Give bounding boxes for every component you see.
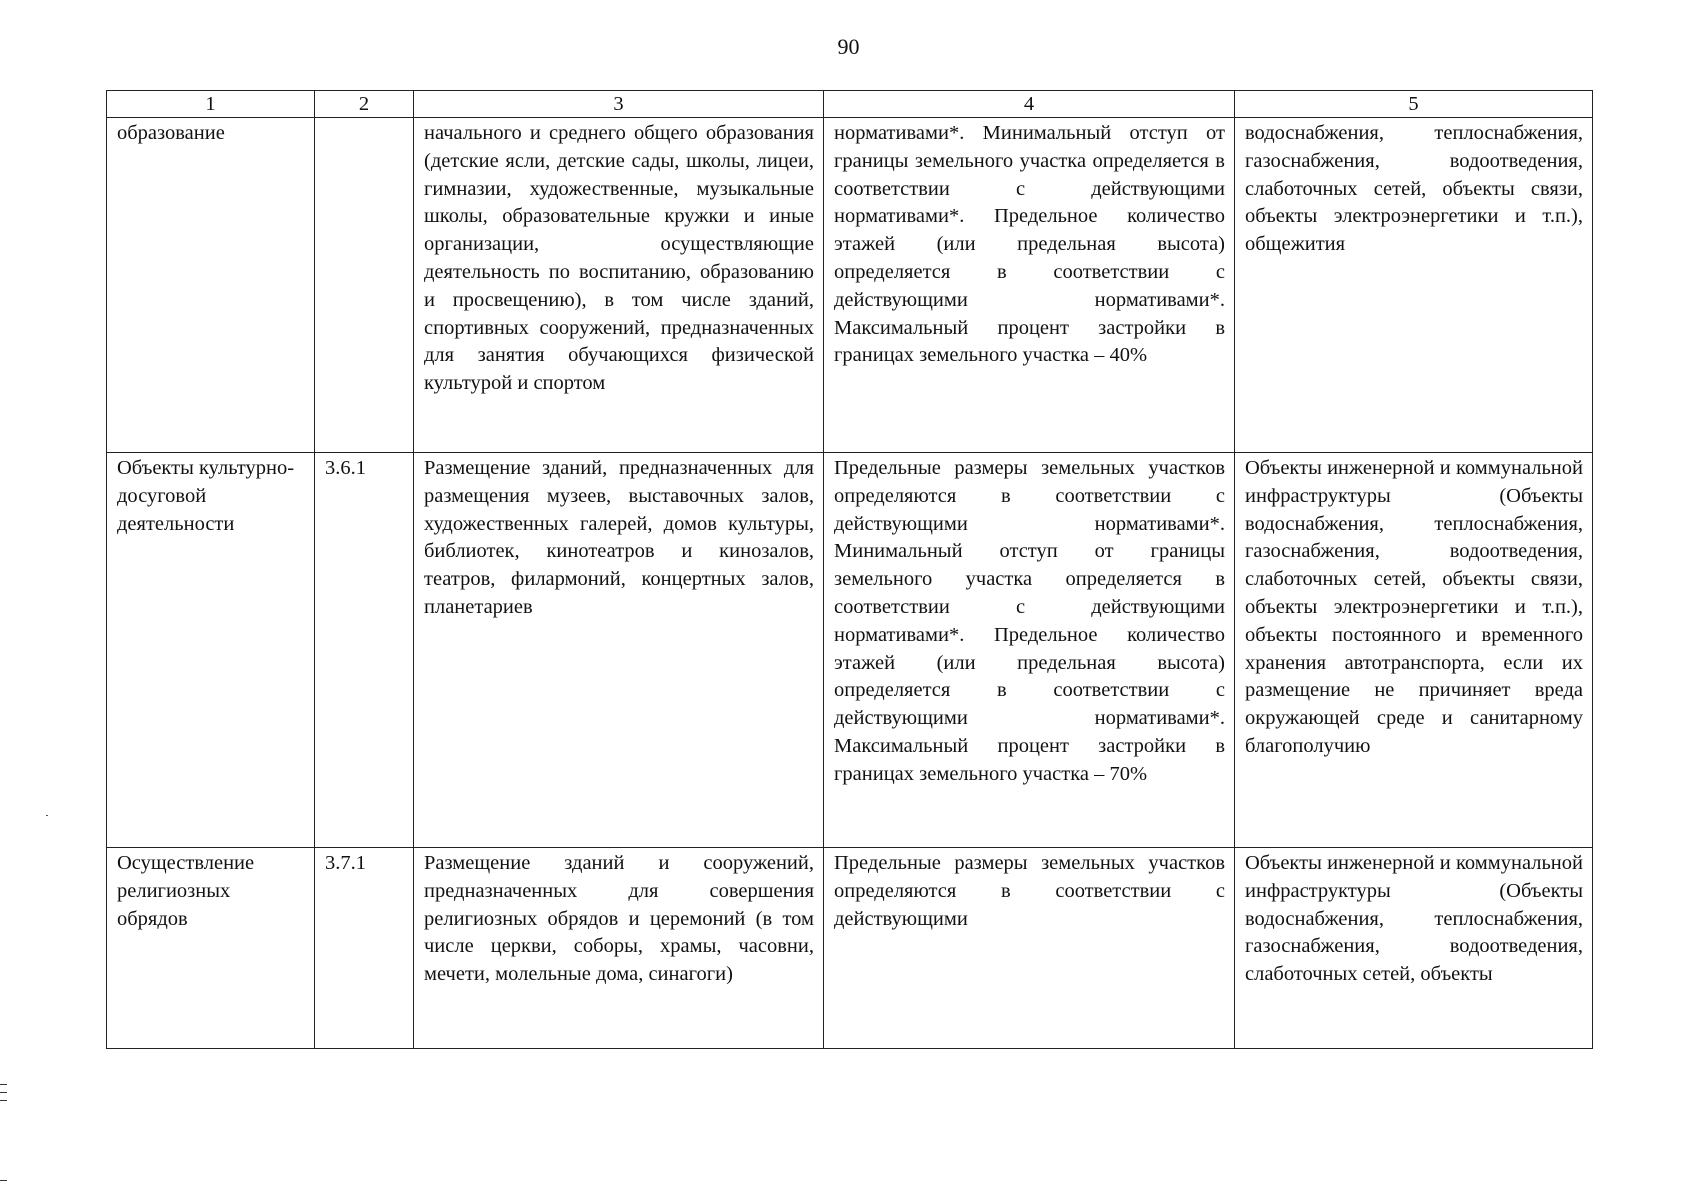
parameters-cell [824, 848, 1235, 1049]
description-cell: Размещение зданий, предназначенных для размещения музеев, выставочных залов, художественных галерей, домов культуры, библиотек, кинотеатров и кинозалов, театров, филармоний, концертных залов, планетариев [414, 453, 824, 848]
code-cell [315, 118, 414, 453]
auxiliary-use-cell [1235, 848, 1593, 1049]
auxiliary-use-cell-text: Объекты инженерной и коммунальной инфраструктуры (Объекты водоснабжения, теплоснабжения, газоснабжения, водоотведения, слаботочных сетей, объекты [1245, 852, 1583, 986]
parameters-cell-text: Предельные размеры земельных участков определяются в соответствии с действующими [834, 852, 1225, 930]
code-cell: 3.6.1 [315, 453, 414, 848]
column-header: 4 [824, 91, 1235, 118]
column-header: 2 [315, 91, 414, 118]
document-table [106, 90, 1593, 1049]
land-use-type-cell: образование [107, 118, 315, 453]
code-cell: 3.7.1 [315, 848, 414, 1049]
land-use-type-cell: Осуществление религиозных обрядов [107, 848, 315, 1049]
table-row [107, 453, 1593, 848]
scan-edge-mark [0, 1084, 7, 1085]
scan-speck [46, 815, 48, 816]
table-row [107, 848, 1593, 1049]
parameters-cell: нормативами*. Минимальный отступ от границы земельного участка определяется в соответствии с действующими нормативами*. Предельное количество этажей (или предельная высота) определяется в соответствии с действующими нормативами*. Максимальный процент застройки в границах земельного участка – 40% [824, 118, 1235, 453]
scan-edge-mark [0, 1100, 7, 1101]
table-header-row [107, 91, 1593, 118]
description-cell: Размещение зданий и сооружений, предназначенных для совершения религиозных обрядов и церемоний (в том числе церкви, соборы, храмы, часовни, мечети, молельные дома, синагоги) [414, 848, 824, 1049]
column-header: 3 [414, 91, 824, 118]
page-number: 90 [837, 34, 860, 59]
scan-edge-mark [0, 1180, 7, 1181]
column-header: 5 [1235, 91, 1593, 118]
table-row [107, 118, 1593, 453]
description-cell: начального и среднего общего образования (детские ясли, детские сады, школы, лицеи, гимназии, художественные, музыкальные школы, образовательные кружки и иные организации, осуществляющие деятельность по воспитанию, образованию и просвещению), в том числе зданий, спортивных сооружений, предназначенных для занятия обучающихся физической культурой и спортом [414, 118, 824, 453]
scan-edge-mark [0, 1092, 7, 1093]
auxiliary-use-cell: Объекты инженерной и коммунальной инфраструктуры (Объекты водоснабжения, теплоснабжения, газоснабжения, водоотведения, слаботочных сетей, объекты связи, объекты электроэнергетики и т.п.), объекты постоянного и временного хранения автотранспорта, если их размещение не причиняет вреда окружающей среде и санитарному благополучию [1235, 453, 1593, 848]
parameters-cell: Предельные размеры земельных участков определяются в соответствии с действующими нормативами*. Минимальный отступ от границы земельного участка определяется в соответствии с действующими нормативами*. Предельное количество этажей (или предельная высота) определяется в соответствии с действующими нормативами*. Максимальный процент застройки в границах земельного участка – 70% [824, 453, 1235, 848]
column-header: 1 [107, 91, 315, 118]
land-use-type-cell: Объекты культурно-досуговой деятельности [107, 453, 315, 848]
auxiliary-use-cell: водоснабжения, теплоснабжения, газоснабжения, водоотведения, слаботочных сетей, объекты связи, объекты электроэнергетики и т.п.), общежития [1235, 118, 1593, 453]
